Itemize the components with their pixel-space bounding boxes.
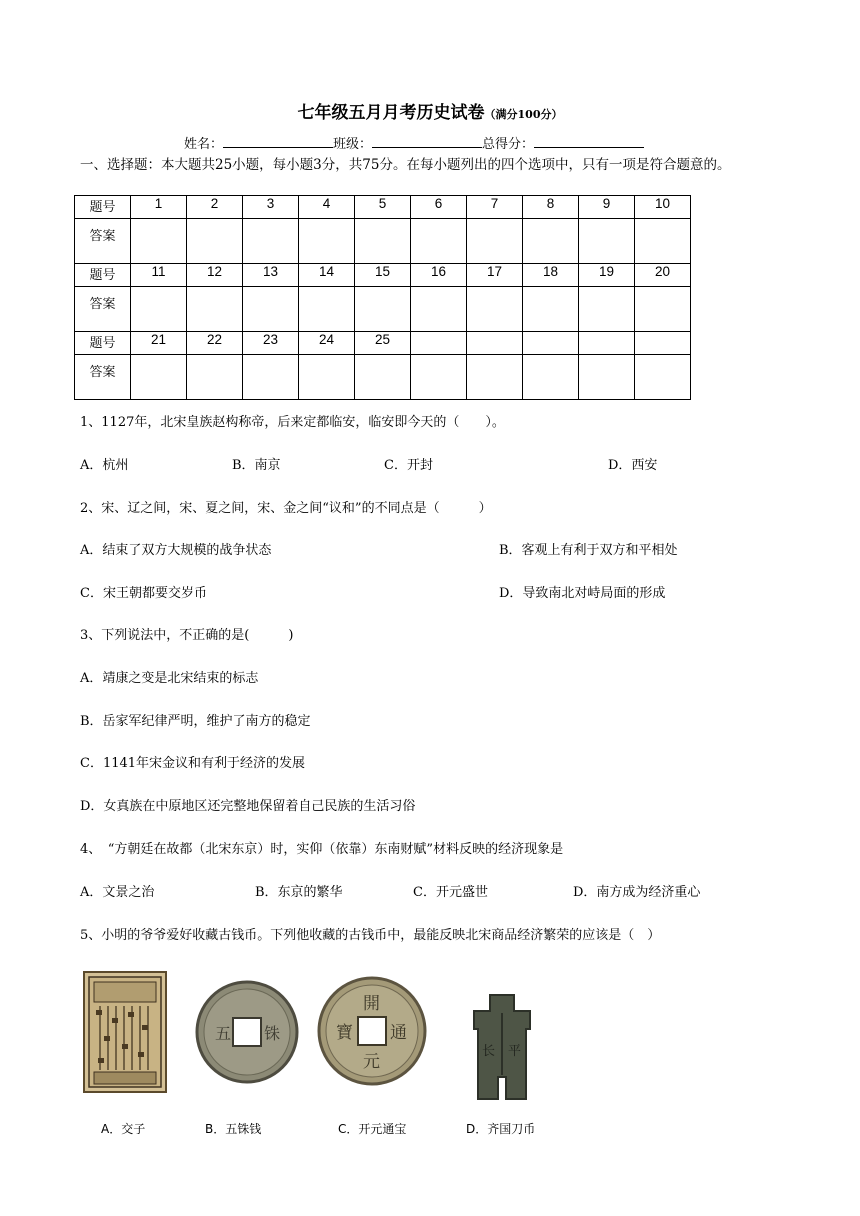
q-num: 17 xyxy=(467,264,523,287)
q-num: 2 xyxy=(187,196,243,219)
q-num: 14 xyxy=(299,264,355,287)
q-num: 9 xyxy=(579,196,635,219)
q1-option-d[interactable]: D．西安 xyxy=(608,458,658,473)
answer-cell[interactable] xyxy=(523,287,579,332)
q1-option-a[interactable]: A．杭州 xyxy=(80,458,129,473)
q-num: 7 xyxy=(467,196,523,219)
svg-text:长: 长 xyxy=(482,1044,496,1059)
answer-cell[interactable] xyxy=(187,219,243,264)
question-3-stem: 3、下列说法中，不正确的是( ) xyxy=(80,628,294,643)
svg-text:铢: 铢 xyxy=(264,1024,281,1043)
q-num: 11 xyxy=(131,264,187,287)
q2-option-b[interactable]: B．客观上有利于双方和平相处 xyxy=(499,543,678,558)
q-num: 12 xyxy=(187,264,243,287)
caption-c[interactable]: C．开元通宝 xyxy=(338,1122,407,1136)
answer-cell[interactable] xyxy=(131,355,187,400)
q4-option-b[interactable]: B．东京的繁华 xyxy=(255,885,343,900)
q-num: 1 xyxy=(131,196,187,219)
jiaozi-image xyxy=(82,970,168,1094)
answer-cell[interactable] xyxy=(355,219,411,264)
q2-option-a[interactable]: A．结束了双方大规模的战争状态 xyxy=(80,543,272,558)
q-num: 20 xyxy=(635,264,691,287)
q4-option-d[interactable]: D．南方成为经济重心 xyxy=(573,885,701,900)
q3-option-d[interactable]: D．女真族在中原地区还完整地保留着自己民族的生活习俗 xyxy=(80,799,416,814)
q3-option-c[interactable]: C．1141年宋金议和有利于经济的发展 xyxy=(80,756,306,771)
answer-cell[interactable] xyxy=(411,355,467,400)
answer-cell[interactable] xyxy=(131,219,187,264)
q3-option-a[interactable]: A．靖康之变是北宋结束的标志 xyxy=(80,671,259,686)
answer-table xyxy=(74,195,691,400)
q-num: 4 xyxy=(299,196,355,219)
svg-text:元: 元 xyxy=(363,1052,380,1072)
score-note: （满分100分） xyxy=(484,108,563,121)
class-label: 班级： xyxy=(333,137,373,152)
answer-cell[interactable] xyxy=(187,287,243,332)
ans-label: 答案 xyxy=(75,355,131,400)
q-num xyxy=(467,332,523,355)
answer-cell[interactable] xyxy=(467,287,523,332)
question-5-stem: 5、小明的爷爷爱好收藏古钱币。下列他收藏的古钱币中，最能反映北宋商品经济繁荣的应该是（ ） xyxy=(80,928,661,943)
student-info xyxy=(184,133,644,152)
q4-option-c[interactable]: C．开元盛世 xyxy=(413,885,488,900)
answer-cell[interactable] xyxy=(523,355,579,400)
q-num: 3 xyxy=(243,196,299,219)
q-num: 18 xyxy=(523,264,579,287)
name-blank[interactable] xyxy=(223,135,333,148)
num-label: 题号 xyxy=(75,264,131,287)
svg-text:平: 平 xyxy=(508,1044,522,1059)
q-num: 23 xyxy=(243,332,299,355)
answer-cell[interactable] xyxy=(579,287,635,332)
q-num xyxy=(411,332,467,355)
caption-d[interactable]: D．齐国刀币 xyxy=(466,1122,536,1136)
q-num: 25 xyxy=(355,332,411,355)
q1-option-c[interactable]: C．开封 xyxy=(384,458,433,473)
question-2-stem: 2、宋、辽之间，宋、夏之间，宋、金之间“议和”的不同点是（ ） xyxy=(80,501,492,516)
answer-cell[interactable] xyxy=(635,287,691,332)
section-1-heading: 一、选择题：本大题共25小题，每小题3分，共75分。在每小题列出的四个选项中，只有一项是符合题意的。 xyxy=(80,157,731,173)
q3-option-b[interactable]: B．岳家军纪律严明，维护了南方的稳定 xyxy=(80,714,311,729)
answer-cell[interactable] xyxy=(411,287,467,332)
total-label: 总得分： xyxy=(482,137,535,152)
answer-cell[interactable] xyxy=(523,219,579,264)
q-num: 6 xyxy=(411,196,467,219)
answer-cell[interactable] xyxy=(187,355,243,400)
q-num: 10 xyxy=(635,196,691,219)
svg-text:通: 通 xyxy=(390,1023,407,1043)
q-num: 24 xyxy=(299,332,355,355)
question-4-stem: 4、 “方朝廷在故都（北宋东京）时，实仰（依靠）东南财赋”材料反映的经济现象是 xyxy=(80,842,564,857)
answer-cell[interactable] xyxy=(243,287,299,332)
wuzhu-coin-image xyxy=(194,979,300,1085)
answer-cell[interactable] xyxy=(411,219,467,264)
q-num: 13 xyxy=(243,264,299,287)
svg-text:開: 開 xyxy=(363,994,380,1014)
num-label: 题号 xyxy=(75,196,131,219)
answer-cell[interactable] xyxy=(635,219,691,264)
answer-cell[interactable] xyxy=(579,219,635,264)
answer-cell[interactable] xyxy=(355,355,411,400)
q-num xyxy=(635,332,691,355)
q1-option-b[interactable]: B．南京 xyxy=(232,458,281,473)
answer-cell[interactable] xyxy=(467,355,523,400)
q-num: 19 xyxy=(579,264,635,287)
answer-cell[interactable] xyxy=(467,219,523,264)
caption-b[interactable]: B．五铢钱 xyxy=(205,1122,262,1136)
answer-cell[interactable] xyxy=(243,355,299,400)
q-num: 16 xyxy=(411,264,467,287)
exam-title xyxy=(0,98,860,123)
kaiyuan-coin-image xyxy=(316,975,428,1087)
class-blank[interactable] xyxy=(372,135,482,148)
q-num xyxy=(523,332,579,355)
q-num: 5 xyxy=(355,196,411,219)
q-num: 15 xyxy=(355,264,411,287)
svg-text:寶: 寶 xyxy=(336,1023,353,1043)
answer-cell[interactable] xyxy=(299,355,355,400)
answer-cell[interactable] xyxy=(131,287,187,332)
answer-cell[interactable] xyxy=(635,355,691,400)
spade-coin-image xyxy=(460,991,544,1101)
total-blank[interactable] xyxy=(534,135,644,148)
title-text: 七年级五月月考历史试卷 xyxy=(297,103,485,123)
answer-cell[interactable] xyxy=(243,219,299,264)
num-label: 题号 xyxy=(75,332,131,355)
q4-option-a[interactable]: A．文景之治 xyxy=(80,885,155,900)
q2-option-c[interactable]: C．宋王朝都要交岁币 xyxy=(80,586,207,601)
answer-cell[interactable] xyxy=(299,287,355,332)
q-num: 21 xyxy=(131,332,187,355)
answer-cell[interactable] xyxy=(355,287,411,332)
svg-text:五: 五 xyxy=(215,1024,232,1043)
answer-cell[interactable] xyxy=(579,355,635,400)
question-1-stem: 1、1127年，北宋皇族赵构称帝，后来定都临安，临安即今天的（ ）。 xyxy=(80,415,505,430)
ans-label: 答案 xyxy=(75,287,131,332)
name-label: 姓名： xyxy=(184,137,224,152)
q2-option-d[interactable]: D．导致南北对峙局面的形成 xyxy=(499,586,666,601)
q-num: 22 xyxy=(187,332,243,355)
answer-cell[interactable] xyxy=(299,219,355,264)
coin-figures xyxy=(82,965,560,1140)
q-num: 8 xyxy=(523,196,579,219)
q-num xyxy=(579,332,635,355)
ans-label: 答案 xyxy=(75,219,131,264)
caption-a[interactable]: A．交子 xyxy=(101,1122,146,1136)
